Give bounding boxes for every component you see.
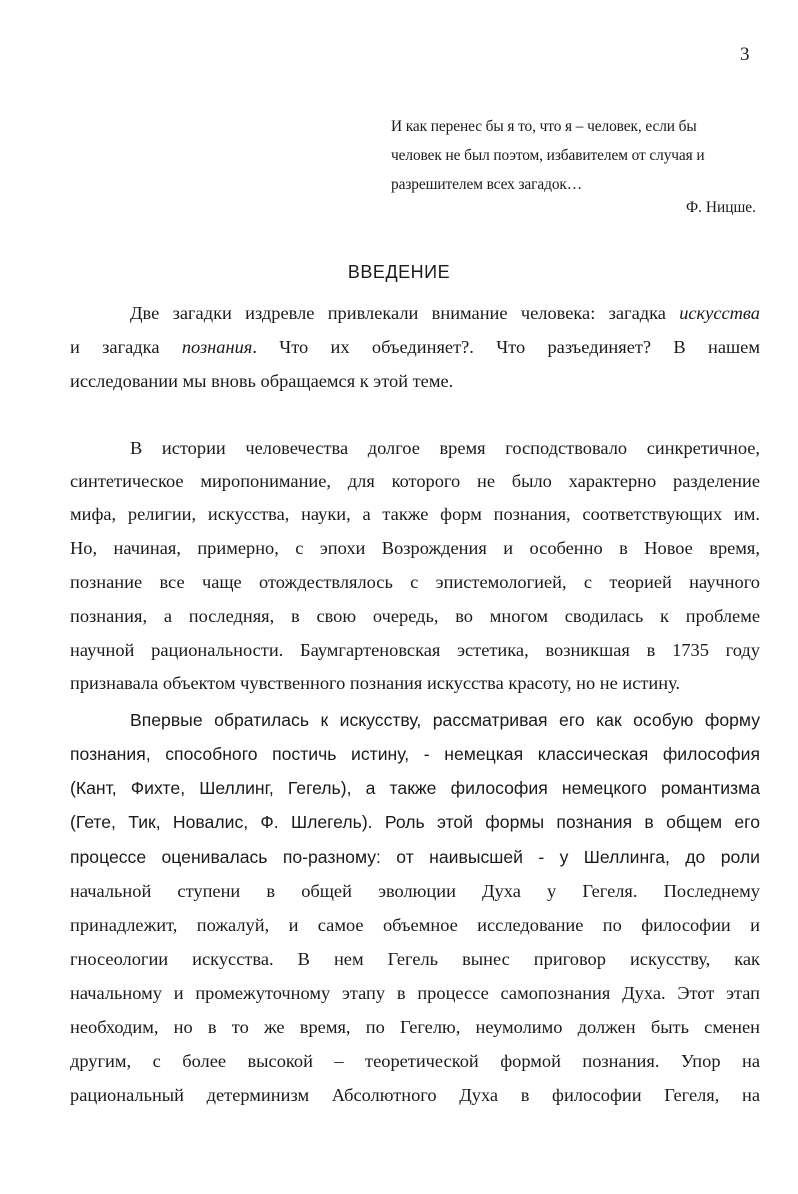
- paragraph-2-line-7: научной рациональности. Баумгартеновская эстетика, возникшая в 1735 году: [70, 640, 760, 660]
- paragraph-3-line-12: рациональный детерминизм Абсолютного Духа в философии Гегеля, на: [70, 1085, 760, 1105]
- paragraph-2-line-3: мифа, религии, искусства, науки, а также форм познания, соответствующих им.: [70, 504, 760, 524]
- paragraph-3-line-6: начальной ступени в общей эволюции Духа у Гегеля. Последнему: [70, 881, 760, 901]
- epigraph-author: Ф. Ницше.: [686, 199, 756, 216]
- emphasis-text: искусства: [679, 303, 760, 323]
- paragraph-2-line-6: познания, а последняя, в свою очередь, во многом сводилась к проблеме: [70, 606, 760, 626]
- text-run: Две загадки издревле привлекали внимание человека: загадка: [130, 303, 680, 323]
- text-run: . Что их объединяет?. Что разъединяет? В нашем: [252, 337, 760, 357]
- paragraph-3-line-8: гносеологии искусства. В нем Гегель вынес приговор искусству, как: [70, 949, 760, 969]
- paragraph-3-line-1: Впервые обратилась к искусству, рассматривая его как особую форму: [130, 710, 760, 730]
- epigraph-line: И как перенес бы я то, что я – человек, если бы: [391, 118, 697, 135]
- epigraph-line: человек не был поэтом, избавителем от случая и: [391, 147, 705, 164]
- paragraph-1-line-1: [130, 301, 760, 325]
- paragraph-3-line-5: процессе оценивалась по-разному: от наивысшей - у Шеллинга, до роли: [70, 847, 760, 867]
- epigraph: [391, 112, 763, 199]
- paragraph-2-line-5: познание все чаще отождествлялось с эпистемологией, с теорией научного: [70, 572, 760, 592]
- page-number: 3: [740, 44, 750, 65]
- paragraph-2-line-1: В истории человечества долгое время господствовало синкретичное,: [130, 438, 760, 458]
- emphasis-text: познания: [181, 337, 253, 357]
- paragraph-3-line-10: необходим, но в то же время, по Гегелю, неумолимо должен быть сменен: [70, 1017, 760, 1037]
- paragraph-3-line-4: (Гете, Тик, Новалис, Ф. Шлегель). Роль этой формы познания в общем его: [70, 812, 760, 832]
- epigraph-line: разрешителем всех загадок…: [391, 176, 583, 193]
- paragraph-2-line-4: Но, начиная, примерно, с эпохи Возрождения и особенно в Новое время,: [70, 538, 760, 558]
- section-title: ВВЕДЕНИЕ: [347, 262, 451, 282]
- paragraph-3-line-11: другим, с более высокой – теоретической формой познания. Упор на: [70, 1051, 760, 1071]
- paragraph-2-line-8: признавала объектом чувственного познания искусства красоту, но не истину.: [70, 673, 681, 693]
- paragraph-1-line-2: [70, 335, 760, 359]
- paragraph-3-line-2: познания, способного постичь истину, - немецкая классическая философия: [70, 744, 760, 764]
- paragraph-3-line-7: принадлежит, пожалуй, и самое объемное исследование по философии и: [70, 915, 760, 935]
- paragraph-3-line-9: начальному и промежуточному этапу в процессе самопознания Духа. Этот этап: [70, 983, 760, 1003]
- paragraph-3-line-3: (Кант, Фихте, Шеллинг, Гегель), а также философия немецкого романтизма: [70, 778, 760, 798]
- text-run: и загадка: [70, 337, 182, 357]
- paragraph-2-line-2: синтетическое миропонимание, для которого не было характерно разделение: [70, 471, 760, 491]
- paragraph-1-line-3: исследовании мы вновь обращаемся к этой теме.: [70, 371, 454, 391]
